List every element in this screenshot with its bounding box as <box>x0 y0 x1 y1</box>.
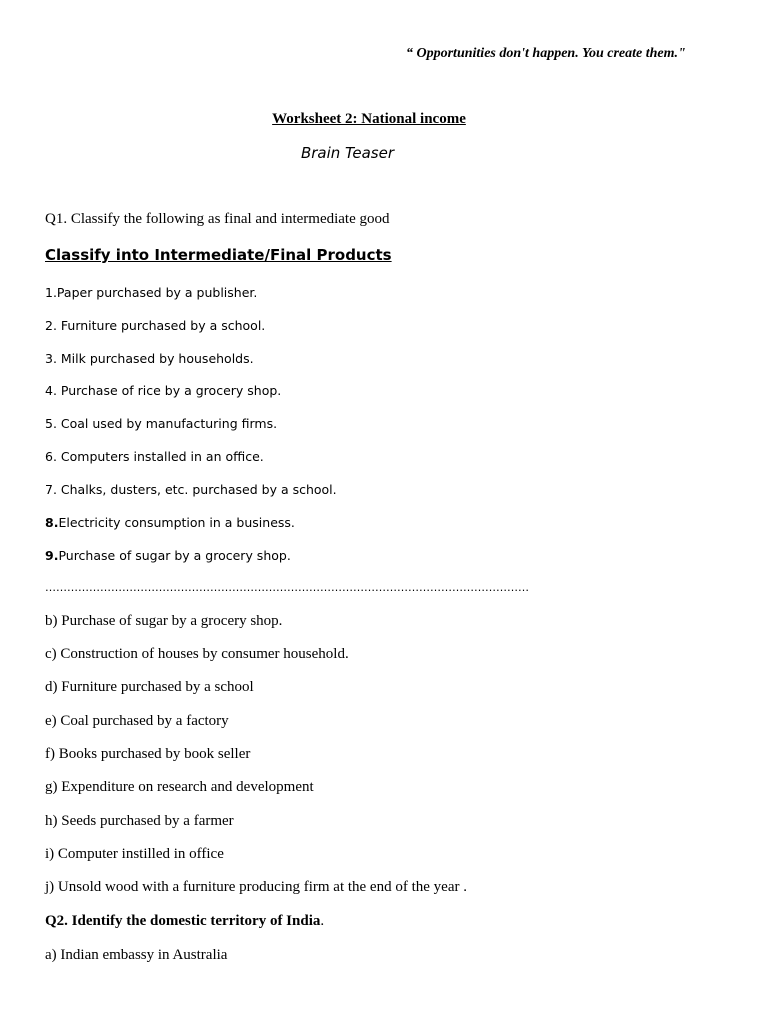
list-item: a) Indian embassy in Australia <box>45 947 228 963</box>
list-item: g) Expenditure on research and development <box>45 779 314 795</box>
quote-text: “ Opportunities don't happen. You create them." <box>406 46 686 61</box>
list-item <box>45 383 281 398</box>
item-text: 2. Furniture purchased by a school. <box>45 318 266 333</box>
item-text: 6. Computers installed in an office. <box>45 449 264 464</box>
item-text: Electricity consumption in a business. <box>58 515 295 530</box>
list-item <box>45 515 295 530</box>
list-item: h) Seeds purchased by a farmer <box>45 813 234 829</box>
list-item <box>45 449 264 464</box>
question-2 <box>45 913 324 930</box>
list-item <box>45 482 337 497</box>
list-item <box>45 318 265 333</box>
item-text: 1.Paper purchased by a publisher. <box>45 285 258 300</box>
classify-heading: Classify into Intermediate/Final Products <box>45 246 392 264</box>
list-item: j) Unsold wood with a furniture producing firm at the end of the year . <box>45 879 467 895</box>
list-item: f) Books purchased by book seller <box>45 746 251 762</box>
item-text: 4. Purchase of rice by a grocery shop. <box>45 383 282 398</box>
question-1: Q1. Classify the following as final and intermediate good <box>45 211 390 227</box>
item-text: 7. Chalks, dusters, etc. purchased by a school. <box>45 482 337 497</box>
item-number: 9. <box>45 548 59 563</box>
list-item <box>45 285 257 300</box>
dotted-separator: …………………………………………………………………………………………………………………… <box>45 581 529 594</box>
question-2-tail: . <box>320 913 325 929</box>
list-item <box>45 416 277 431</box>
item-text: Purchase of sugar by a grocery shop. <box>58 548 291 563</box>
item-text: 5. Coal used by manufacturing firms. <box>45 416 278 431</box>
page-title: Worksheet 2: National income <box>272 111 466 127</box>
list-item: b) Purchase of sugar by a grocery shop. <box>45 613 283 629</box>
item-number: 8. <box>45 515 59 530</box>
page-subtitle: Brain Teaser <box>300 144 395 162</box>
list-item: e) Coal purchased by a factory <box>45 713 229 729</box>
question-2-text: Q2. Identify the domestic territory of India <box>45 913 321 929</box>
list-item: c) Construction of houses by consumer household. <box>45 646 349 662</box>
item-text: 3. Milk purchased by households. <box>45 351 254 366</box>
list-item: d) Furniture purchased by a school <box>45 679 254 695</box>
list-item <box>45 548 291 563</box>
list-item <box>45 351 254 366</box>
list-item: i) Computer instilled in office <box>45 846 224 862</box>
